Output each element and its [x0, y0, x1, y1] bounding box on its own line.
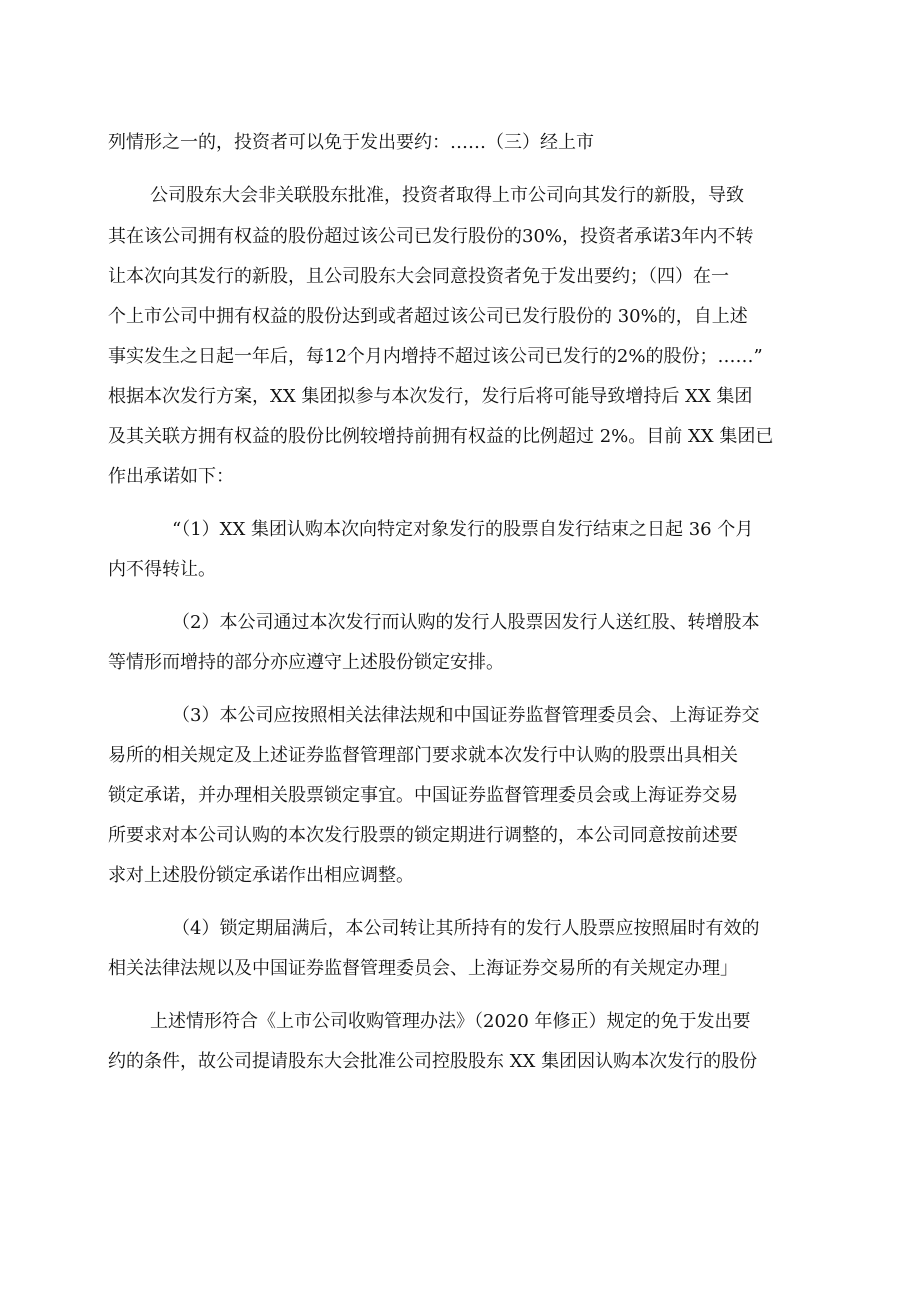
text-line: 约的条件，故公司提请股东大会批准公司控股股东 XX 集团因认购本次发行的股份 [108, 1051, 758, 1072]
text-line: 个上市公司中拥有权益的股份达到或者超过该公司已发行股份的 30%的，自上述 [108, 306, 748, 327]
text-line: （3）本公司应按照相关法律法规和中国证券监督管理委员会、上海证券交 [172, 705, 760, 726]
text-line: 让本次向其发行的新股，且公司股东大会同意投资者免于发出要约；（四）在一 [108, 266, 729, 287]
text-line: 相关法律法规以及中国证券监督管理委员会、上海证券交易所的有关规定办理」 [108, 958, 738, 979]
text-line: 及其关联方拥有权益的股份比例较增持前拥有权益的比例超过 2%。目前 XX 集团已 [108, 426, 774, 447]
text-line: 等情形而增持的部分亦应遵守上述股份锁定安排。 [108, 652, 504, 673]
text-line: 事实发生之日起一年后，每12个月内增持不超过该公司已发行的2%的股份；……” [108, 346, 763, 367]
text-line: 求对上述股份锁定承诺作出相应调整。 [108, 865, 414, 886]
text-line: 所要求对本公司认购的本次发行股票的锁定期进行调整的，本公司同意按前述要 [108, 825, 738, 846]
text-line: 根据本次发行方案，XX 集团拟参与本次发行，发行后将可能导致增持后 XX 集团 [108, 386, 753, 407]
text-line: 其在该公司拥有权益的股份超过该公司已发行股份的30%，投资者承诺3年内不转 [108, 226, 754, 247]
text-line: 列情形之一的，投资者可以免于发出要约：……（三）经上市 [108, 132, 594, 153]
text-line: （2）本公司通过本次发行而认购的发行人股票因发行人送红股、转增股本 [172, 612, 760, 633]
text-line: “（1）XX 集团认购本次向特定对象发行的股票自发行结束之日起 36 个月 [172, 519, 754, 540]
text-line: 易所的相关规定及上述证券监督管理部门要求就本次发行中认购的股票出具相关 [108, 745, 738, 766]
text-line: 公司股东大会非关联股东批准，投资者取得上市公司向其发行的新股，导致 [150, 185, 744, 206]
text-line: （4）锁定期届满后，本公司转让其所持有的发行人股票应按照届时有效的 [172, 918, 760, 939]
text-line: 上述情形符合《上市公司收购管理办法》（2020 年修正）规定的免于发出要 [150, 1011, 751, 1032]
text-line: 作出承诺如下： [108, 466, 234, 487]
text-line: 内不得转让。 [108, 559, 216, 580]
text-line: 锁定承诺，并办理相关股票锁定事宜。中国证券监督管理委员会或上海证券交易 [108, 785, 738, 806]
